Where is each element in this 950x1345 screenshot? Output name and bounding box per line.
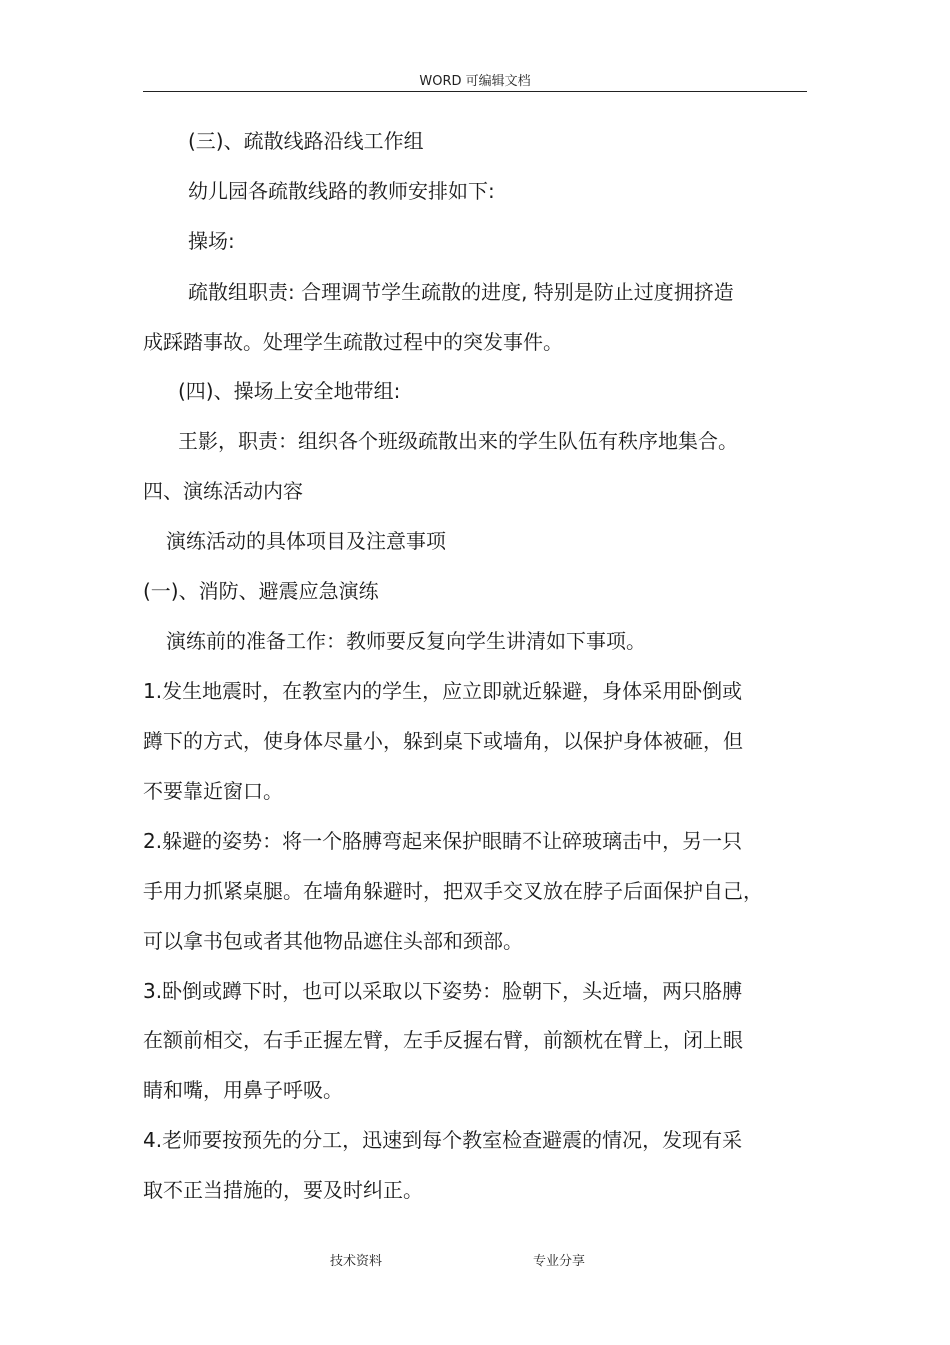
page-header: WORD 可编辑文档: [419, 74, 531, 89]
list-item: 不要靠近窗口。: [143, 779, 283, 803]
section-heading-4: (四)、操场上安全地带组:: [178, 379, 401, 403]
list-item: 可以拿书包或者其他物品遮住头部和颈部。: [143, 929, 523, 953]
list-item: 蹲下的方式，使身体尽量小，躲到桌下或墙角，以保护身体被砸，但: [143, 729, 743, 753]
list-item: 3.卧倒或蹲下时，也可以采取以下姿势：脸朝下，头近墙，两只胳膊: [143, 979, 743, 1003]
footer-left-label: 技术资料: [330, 1254, 383, 1269]
paragraph: 演练前的准备工作：教师要反复向学生讲清如下事项。: [166, 629, 646, 653]
list-item: 手用力抓紧桌腿。在墙角躲避时，把双手交叉放在脖子后面保护自己，: [143, 879, 763, 903]
list-item: 取不正当措施的，要及时纠正。: [143, 1178, 423, 1202]
header-rule: [143, 91, 807, 92]
section-heading-3: (三)、疏散线路沿线工作组: [188, 129, 424, 153]
paragraph: 成踩踏事故。处理学生疏散过程中的突发事件。: [143, 330, 563, 354]
section-heading-1: (一)、消防、避震应急演练: [143, 579, 379, 603]
list-item: 4.老师要按预先的分工，迅速到每个教室检查避震的情况，发现有采: [143, 1128, 743, 1152]
list-item: 1.发生地震时，在教室内的学生，应立即就近躲避，身体采用卧倒或: [143, 679, 743, 703]
paragraph: 疏散组职责: 合理调节学生疏散的进度, 特别是防止过度拥挤造: [188, 280, 734, 304]
list-item: 2.躲避的姿势：将一个胳膊弯起来保护眼睛不让碎玻璃击中，另一只: [143, 829, 743, 853]
paragraph: 王影，职责：组织各个班级疏散出来的学生队伍有秩序地集合。: [178, 429, 738, 453]
paragraph: 操场:: [188, 229, 235, 253]
list-item: 在额前相交，右手正握左臂，左手反握右臂，前额枕在臂上，闭上眼: [143, 1028, 743, 1052]
footer-right-label: 专业分享: [533, 1254, 586, 1269]
paragraph: 演练活动的具体项目及注意事项: [166, 529, 446, 553]
paragraph: 幼儿园各疏散线路的教师安排如下:: [188, 179, 495, 203]
section-heading-main: 四、演练活动内容: [143, 479, 303, 503]
list-item: 睛和嘴，用鼻子呼吸。: [143, 1078, 343, 1102]
